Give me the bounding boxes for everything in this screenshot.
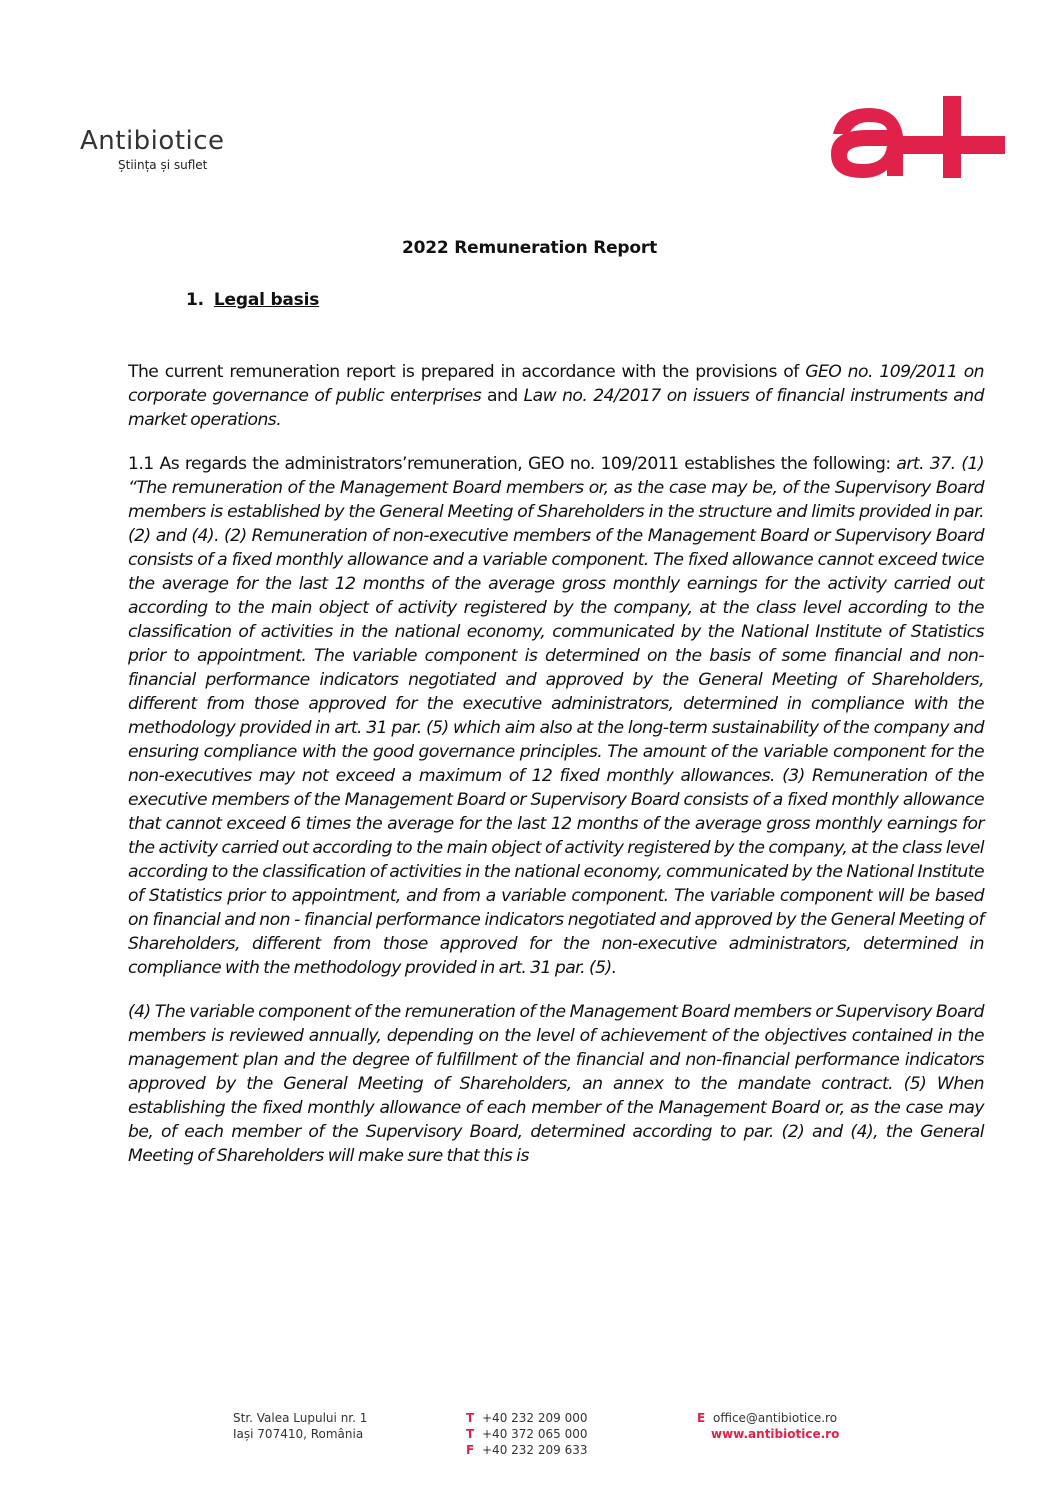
- brand-tagline: Știința și suflet: [118, 158, 208, 172]
- email-address: office@antibiotice.ro: [713, 1411, 838, 1425]
- fax-label: F: [466, 1443, 475, 1457]
- phone-number: +40 232 209 000: [482, 1411, 588, 1425]
- phone-label: T: [466, 1411, 475, 1425]
- text-run-italic: GEO no. 109/2011 on corporate governance of public enterprises: [128, 362, 984, 406]
- phone-number: +40 372 065 000: [482, 1427, 588, 1441]
- text-run-italic: Law no. 24/2017 on issuers of financial instruments and market operations.: [128, 386, 984, 430]
- email-label: E: [697, 1411, 706, 1425]
- text-run-italic: art. 37. (1) “The remuneration of the Management Board members or, as the case may be, of the Supervisory Board members is established by the General Meeting of Shareholders in the structure and limits provided in par. (2) and (4). (2) Remuneration of non-executive members of the Management Board or Supervisory Board consists of a fixed monthly allowance and a variable component. The fixed allowance cannot exceed twice the average for the last 12 months of the average gross monthly earnings for the activity carried out according to the main object of activity registered by the company, at the class level according to the classification of activities in the national economy, communicated by the National Institute of Statistics prior to appointment. The variable component is determined on the basis of some financial and non-financial performance indicators negotiated and approved by the General Meeting of Shareholders, different from those approved for the executive administrators, determined in compliance with the methodology provided in art. 31 par. (5) which aim also at the long-term sustainability of the company and ensuring compliance with the good governance principles. The amount of the variable component for the non-executives may not exceed a maximum of 12 fixed monthly allowances. (3) Remuneration of the executive members of the Management Board or Supervisory Board consists of a fixed monthly allowance that cannot exceed 6 times the average for the last 12 months of the average gross monthly earnings for the activity carried out according to the main object of activity registered by the company, at the class level according to the classification of activities in the national economy, communicated by the National Institute of Statistics prior to appointment, and from a variable component. The variable component will be based on financial and non - financial performance indicators negotiated and approved by the General Meeting of Shareholders, different from those approved for the non-executive administrators, determined in compliance with the methodology provided in art. 31 par. (5).: [128, 454, 984, 978]
- paragraph-article-4-5: [128, 1000, 984, 1168]
- text-run: 1.1 As regards the administrators’remuneration, GEO no. 109/2011 establishes the following:: [128, 454, 897, 474]
- paragraph-intro: [128, 360, 984, 432]
- text-run: The current remuneration report is prepared in accordance with the provisions of: [128, 362, 806, 382]
- section-number: 1.: [186, 290, 204, 310]
- footer-contact: [697, 1410, 839, 1442]
- antibiotice-logo: [80, 126, 225, 172]
- phone-line: [466, 1426, 587, 1442]
- text-run-italic: (4) The variable component of the remuneration of the Management Board members or Supervisory Board members is reviewed annually, depending on the level of achievement of the objectives contained in the management plan and the degree of fulfillment of the financial and non-financial performance indicators approved by the General Meeting of Shareholders, an annex to the mandate contract. (5) When establishing the fixed monthly allowance of each member of the Management Board or, as the case may be, of each member of the Supervisory Board, determined according to par. (2) and (4), the General Meeting of Shareholders will make sure that this is: [128, 1002, 984, 1166]
- footer-address: [233, 1410, 367, 1442]
- email-line: [697, 1410, 839, 1426]
- phone-label: T: [466, 1427, 475, 1441]
- fax-line: [466, 1442, 587, 1458]
- brand-name: Antibiotice: [80, 126, 225, 156]
- section-name: Legal basis: [213, 290, 320, 310]
- paragraph-1-1: [128, 452, 984, 980]
- fax-number: +40 232 209 633: [482, 1443, 588, 1457]
- footer-phones: [466, 1410, 587, 1458]
- address-line: Iași 707410, România: [233, 1427, 364, 1441]
- section-heading: [186, 290, 319, 310]
- document-title: 2022 Remuneration Report: [402, 238, 657, 258]
- a-plus-logo-icon: [825, 96, 1005, 178]
- website-link: www.antibiotice.ro: [711, 1427, 840, 1441]
- phone-line: [466, 1410, 587, 1426]
- address-line: Str. Valea Lupului nr. 1: [233, 1411, 368, 1425]
- text-run: and: [481, 386, 524, 406]
- document-body: [128, 360, 984, 1188]
